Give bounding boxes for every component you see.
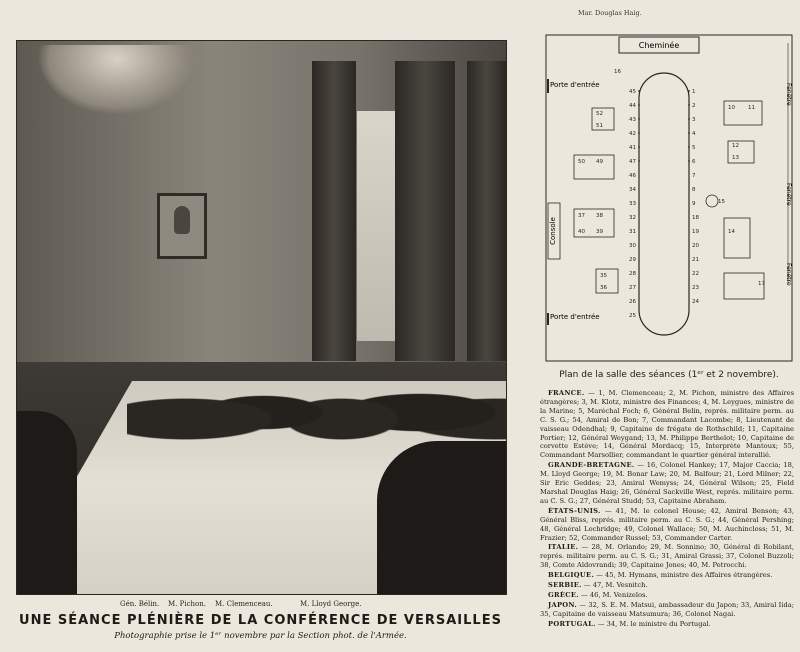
oval-table (639, 73, 689, 335)
side-desk (724, 218, 750, 258)
svg-text:39: 39 (596, 229, 603, 235)
svg-text:31: 31 (629, 229, 636, 235)
curtain (312, 61, 356, 361)
svg-text:42: 42 (629, 131, 636, 137)
window-label: Fenêtre (785, 263, 792, 286)
svg-text:43: 43 (629, 117, 636, 123)
delegation-entry: JAPON. — 32, S. E. M. Matsui, ambassadeur du Japon; 33, Amiral Iida; 35, Capitaine de vaisseau Matsumura; 36, Colonel Nagai. (540, 600, 794, 618)
svg-text:4: 4 (692, 131, 696, 137)
foreground-figure (377, 441, 507, 595)
svg-text:9: 9 (692, 201, 696, 207)
foreground-figure (17, 411, 77, 595)
svg-text:24: 24 (692, 299, 699, 305)
conference-photograph (16, 40, 507, 595)
svg-text:49: 49 (596, 159, 603, 165)
svg-text:23: 23 (692, 285, 699, 291)
svg-text:30: 30 (629, 243, 636, 249)
delegation-entry: ITALIE. — 28, M. Orlando; 29, M. Sonnino; 30, Général di Robilant, représ. militaire perm. au C. S. G.; 31, Amiral Grassi; 37, Colonel Buzzoli; 38, Comte Aldovrandi; 39, Capitaine Jones; 40, M. Petrocchi. (540, 543, 794, 570)
plan-signature: Mar. Douglas Haig. (578, 9, 642, 17)
svg-text:7: 7 (692, 173, 696, 179)
svg-text:21: 21 (692, 257, 699, 263)
delegation-list (540, 389, 794, 630)
delegation-entry: GRANDE-BRETAGNE. — 16, Colonel Hankey; 17, Major Caccia; 18, M. Lloyd George; 19, M. Bonar Law; 20, M. Balfour; 21, Lord Milner; 22, Sir Eric Geddes; 23, Amiral Wemyss; 24, Général Wilson; 25, Field Marshal Douglas Haig; 26, Général Sackville West, représ. militaire perm. au C. S. G.; 27, Général Studd; 53, Capitaine Abraham. (540, 461, 794, 505)
seat-numbers-right (692, 89, 699, 305)
svg-text:14: 14 (728, 229, 735, 235)
seat-markers (638, 90, 690, 162)
svg-text:1: 1 (692, 89, 696, 95)
svg-text:51: 51 (596, 123, 603, 129)
svg-text:44: 44 (629, 103, 636, 109)
window-label: Fenêtre (785, 83, 792, 106)
photo-caption-subtitle: Photographie prise le 1ᵉʳ novembre par la Section phot. de l'Armée. (114, 631, 407, 641)
delegation-entry: PORTUGAL. — 34, M. le ministre du Portugal. (548, 619, 711, 628)
svg-text:5: 5 (692, 145, 696, 151)
svg-text:45: 45 (629, 89, 636, 95)
svg-text:46: 46 (629, 173, 636, 179)
svg-text:13: 13 (732, 155, 739, 161)
svg-text:33: 33 (629, 201, 636, 207)
svg-text:17: 17 (758, 281, 765, 287)
svg-text:40: 40 (578, 229, 585, 235)
delegation-entry: BELGIQUE. — 45, M. Hymans, ministre des Affaires étrangères. (548, 571, 773, 580)
round-table (706, 195, 718, 207)
svg-text:15: 15 (718, 199, 725, 205)
curtain (395, 61, 455, 361)
delegation-entry: SERBIE. — 47, M. Vesnitch. (548, 581, 648, 590)
fireplace-label: Cheminée (638, 41, 680, 50)
window-label: Fenêtre (785, 183, 792, 206)
svg-text:20: 20 (692, 243, 699, 249)
svg-text:25: 25 (629, 313, 636, 319)
console-label: Console (549, 217, 557, 245)
svg-text:18: 18 (692, 215, 699, 221)
svg-text:10: 10 (728, 105, 735, 111)
svg-text:19: 19 (692, 229, 699, 235)
svg-text:8: 8 (692, 187, 696, 193)
wall-portrait (157, 193, 207, 259)
photo-name-label: M. Clemenceau. (215, 600, 273, 608)
svg-text:41: 41 (629, 145, 636, 151)
svg-text:26: 26 (629, 299, 636, 305)
delegation-entry: GRÈCE. — 46, M. Venizelos. (548, 590, 648, 599)
svg-text:32: 32 (629, 215, 636, 221)
svg-text:28: 28 (629, 271, 636, 277)
curtain (467, 61, 506, 361)
door-label-top: Porte d'entrée (550, 81, 600, 89)
svg-text:38: 38 (596, 213, 603, 219)
svg-text:50: 50 (578, 159, 585, 165)
svg-text:16: 16 (614, 69, 621, 75)
svg-text:12: 12 (732, 143, 739, 149)
svg-text:2: 2 (692, 103, 696, 109)
photo-name-label: M. Lloyd George. (300, 600, 362, 608)
seat-numbers-left (629, 89, 636, 319)
delegation-entry: ÉTATS-UNIS. — 41, M. le colonel House; 42, Amiral Benson; 43, Général Bliss, représ. militaire perm. au C. S. G.; 44, Général Pershing; 48, Général Lochridge; 49, Colonel Wallace; 50, M. Auchincloss; 51, M. Frazier; 52, Commander Russel; 53, Commander Carter. (540, 506, 794, 542)
photo-name-label: Gén. Bélin. (120, 600, 160, 608)
svg-text:22: 22 (692, 271, 699, 277)
plan-title: Plan de la salle des séances (1ᵉʳ et 2 novembre). (559, 370, 779, 380)
svg-text:11: 11 (748, 105, 755, 111)
door-label-bottom: Porte d'entrée (550, 313, 600, 321)
svg-text:37: 37 (578, 213, 585, 219)
photo-window (357, 111, 395, 341)
svg-text:34: 34 (629, 187, 636, 193)
svg-text:36: 36 (600, 285, 607, 291)
svg-text:52: 52 (596, 111, 603, 117)
photo-caption-title: UNE SÉANCE PLÉNIÈRE DE LA CONFÉRENCE DE VERSAILLES (19, 613, 502, 628)
svg-text:3: 3 (692, 117, 696, 123)
photo-name-label: M. Pichon. (168, 600, 206, 608)
seating-plan (544, 33, 794, 363)
delegation-entry: FRANCE. — 1, M. Clemenceau; 2, M. Pichon, ministre des Affaires étrangères; 3, M. Klotz, ministre des Finances; 4, M. Leygues, ministre de la Marine; 5, Maréchal Foch; 6, Général Belin, représ. militaire perm. au C. S. G.; 54, Amiral de Bon; 7, Commandant Lacombe; 8, Lieutenant de vaisseau Odendhal; 9, Capitaine de frégate de Rothschild; 11, Capitaine Portier; 12, Général Weygand; 13, M. Philippe Berthelot; 10, Capitaine de corvette Estève; 14, Général Mordacq; 15, Interprète Mantoux; 55, Commandant Marsollier, commandant le quartier général interallié. (540, 389, 794, 460)
svg-text:6: 6 (692, 159, 696, 165)
svg-text:35: 35 (600, 273, 607, 279)
svg-text:29: 29 (629, 257, 636, 263)
svg-text:27: 27 (629, 285, 636, 291)
svg-text:47: 47 (629, 159, 636, 165)
